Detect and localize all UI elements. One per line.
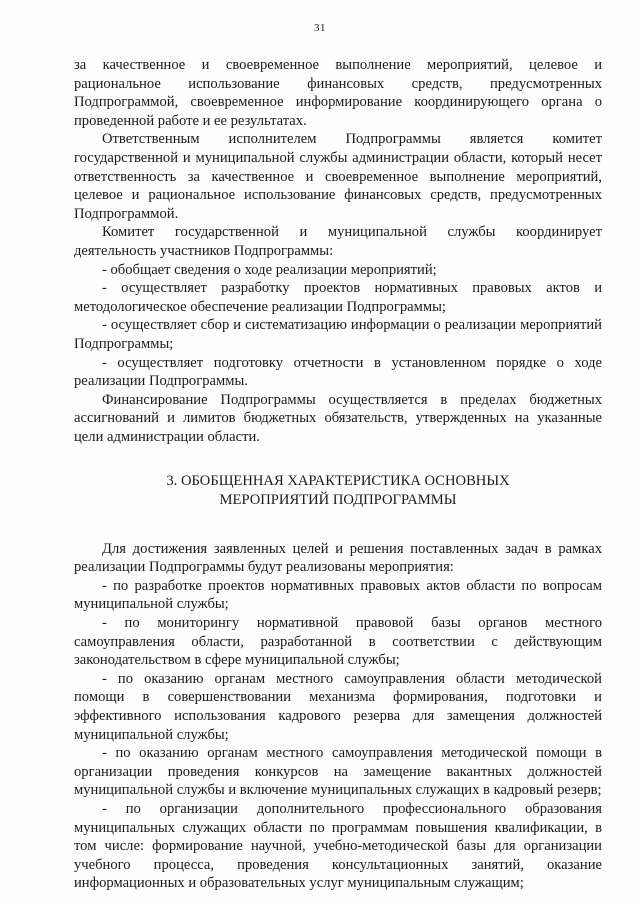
list-item: - по мониторингу нормативной правовой базы органов местного самоуправления области, разработанной в соответствии с действующим законодательством в сфере муниципальной службы; (74, 615, 602, 669)
section-heading-line-1: 3. ОБОБЩЕННАЯ ХАРАКТЕРИСТИКА ОСНОВНЫХ (166, 473, 510, 490)
paragraph: Комитет государственной и муниципальной службы координирует деятельность участников Подпрограммы: (74, 224, 602, 259)
paragraph: Ответственным исполнителем Подпрограммы является комитет государственной и муниципальной службы администрации области, который несет ответственность за качественное и своевременное выполнение мероприятий, целевое и рациональное использование финансовых средств, предусмотренных Подпрограммой. (74, 131, 602, 222)
text-block-top (74, 56, 602, 446)
paragraph: за качественное и своевременное выполнение мероприятий, целевое и рациональное использование финансовых средств, предусмотренных Подпрограммой, своевременное информирование координирующего органа о проведенной работе и ее результатах. (74, 57, 602, 129)
list-item: - по организации дополнительного профессионального образования муниципальных служащих области по программам повышения квалификации, в том числе: формирование научной, учебно-методической базы для организации учебного процесса, проведения консультационных занятий, оказание информационных и образовательных услуг муниципальным служащим; (74, 800, 602, 892)
list-item: - по оказанию органам местного самоуправления методической помощи в организации проведения конкурсов на замещение вакантных должностей муниципальной службы и включение муниципальных служащих в кадровый резерв; (74, 745, 602, 799)
text-block-bottom (74, 540, 602, 893)
paragraph: Для достижения заявленных целей и решения поставленных задач в рамках реализации Подпрограммы будут реализованы мероприятия: (74, 540, 602, 576)
paragraph: Финансирование Подпрограммы осуществляется в пределах бюджетных ассигнований и лимитов бюджетных обязательств, утвержденных на указанные цели администрации области. (74, 391, 602, 445)
list-item: - по разработке проектов нормативных правовых актов области по вопросам муниципальной службы; (74, 577, 602, 613)
list-item: - обобщает сведения о ходе реализации мероприятий; (102, 261, 437, 278)
list-item: - осуществляет подготовку отчетности в установленном порядке о ходе реализации Подпрограммы. (74, 354, 602, 390)
section-heading (74, 472, 602, 509)
list-item: - по оказанию органам местного самоуправления области методической помощи в совершенствовании механизма формирования, подготовки и эффективного использования кадрового резерва для замещения должностей муниципальной службы; (74, 670, 602, 743)
list-item: - осуществляет сбор и систематизацию информации о реализации мероприятий Подпрограммы; (74, 317, 602, 352)
page-number: 31 (314, 22, 326, 34)
list-item: - осуществляет разработку проектов нормативных правовых актов и методологическое обеспечение реализации Подпрограммы; (74, 280, 602, 315)
section-heading-line-2: МЕРОПРИЯТИЙ ПОДПРОГРАММЫ (219, 492, 457, 509)
document-body (74, 56, 602, 893)
